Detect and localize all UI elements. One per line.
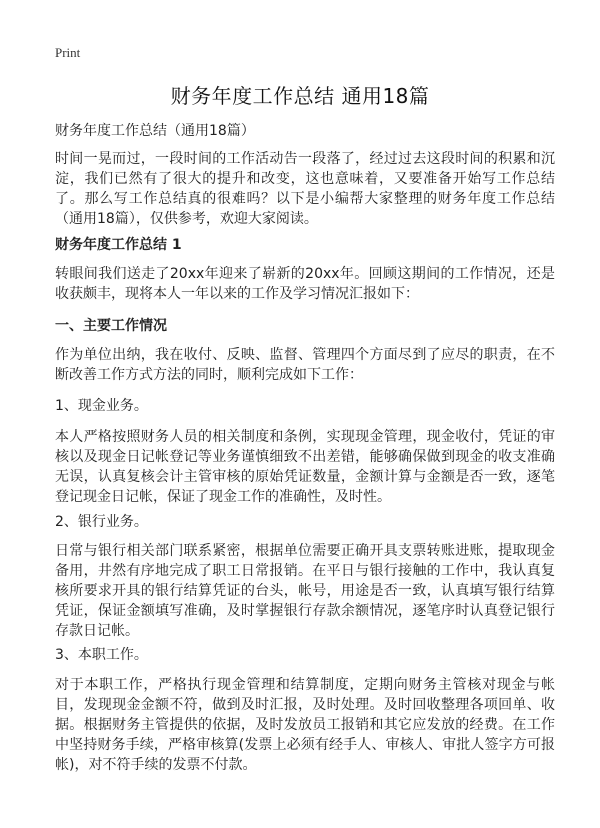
- item-paragraph: 本人严格按照财务人员的相关制度和条例，实现现金管理，现金收付，凭证的审核以及现金日记帐登记等业务谨慎细致不出差错，能够确保做到现金的收支准确无误，认真复核会计主管审核的原始凭证数量，金额计算与金额是否一致，逐笔登记现金日记帐，保证了现金工作的准确性，及时性。: [55, 429, 555, 505]
- print-link[interactable]: Print: [55, 45, 81, 60]
- item-paragraph: 对于本职工作，严格执行现金管理和结算制度，定期向财务主管核对现金与帐目，发现现金金额不符，做到及时汇报，及时处理。及时回收整理各项回单、收据。根据财务主管提供的依据，及时发放员工报销和其它应发放的经费。在工作中坚持财务手续，严格审核算(发票上必须有经手人、审核人、审批人签字方可报帐)，对不符手续的发票不付款。: [55, 677, 555, 773]
- intro-paragraph: 时间一晃而过，一段时间的工作活动告一段落了，经过过去这段时间的积累和沉淀，我们已然有了很大的提升和改变，这也意味着，又要准备开始写工作总结了。那么写工作总结真的很难吗？以下是小编帮大家整理的财务年度工作总结（通用18篇），仅供参考，欢迎大家阅读。: [55, 151, 555, 227]
- document-subtitle: 财务年度工作总结（通用18篇）: [55, 123, 255, 139]
- document-title: 财务年度工作总结 通用18篇: [170, 84, 430, 108]
- section-paragraph: 转眼间我们送走了20xx年迎来了崭新的20xx年。回顾这期间的工作情况，还是收获颇丰，现将本人一年以来的工作及学习情况汇报如下：: [55, 266, 555, 302]
- subsection-heading: 一、主要工作情况: [55, 318, 167, 334]
- item-heading: 2、银行业务。: [55, 514, 148, 530]
- section-heading: 财务年度工作总结 1: [55, 237, 182, 253]
- subsection-paragraph: 作为单位出纳，我在收付、反映、监督、管理四个方面尽到了应尽的职责，在不断改善工作方式方法的同时，顺利完成如下工作：: [55, 347, 555, 383]
- item-paragraph: 日常与银行相关部门联系紧密，根据单位需要正确开具支票转账进账，提取现金备用，井然有序地完成了职工日常报销。在平日与银行接触的工作中，我认真复核所要求开具的银行结算凭证的台头，帐号，用途是否一致，认真填写银行结算凭证，保证金额填写准确，及时掌握银行存款余额情况，逐笔序时认真登记银行存款日记帐。: [55, 543, 555, 639]
- item-heading: 3、本职工作。: [55, 647, 148, 663]
- item-heading: 1、现金业务。: [55, 398, 148, 414]
